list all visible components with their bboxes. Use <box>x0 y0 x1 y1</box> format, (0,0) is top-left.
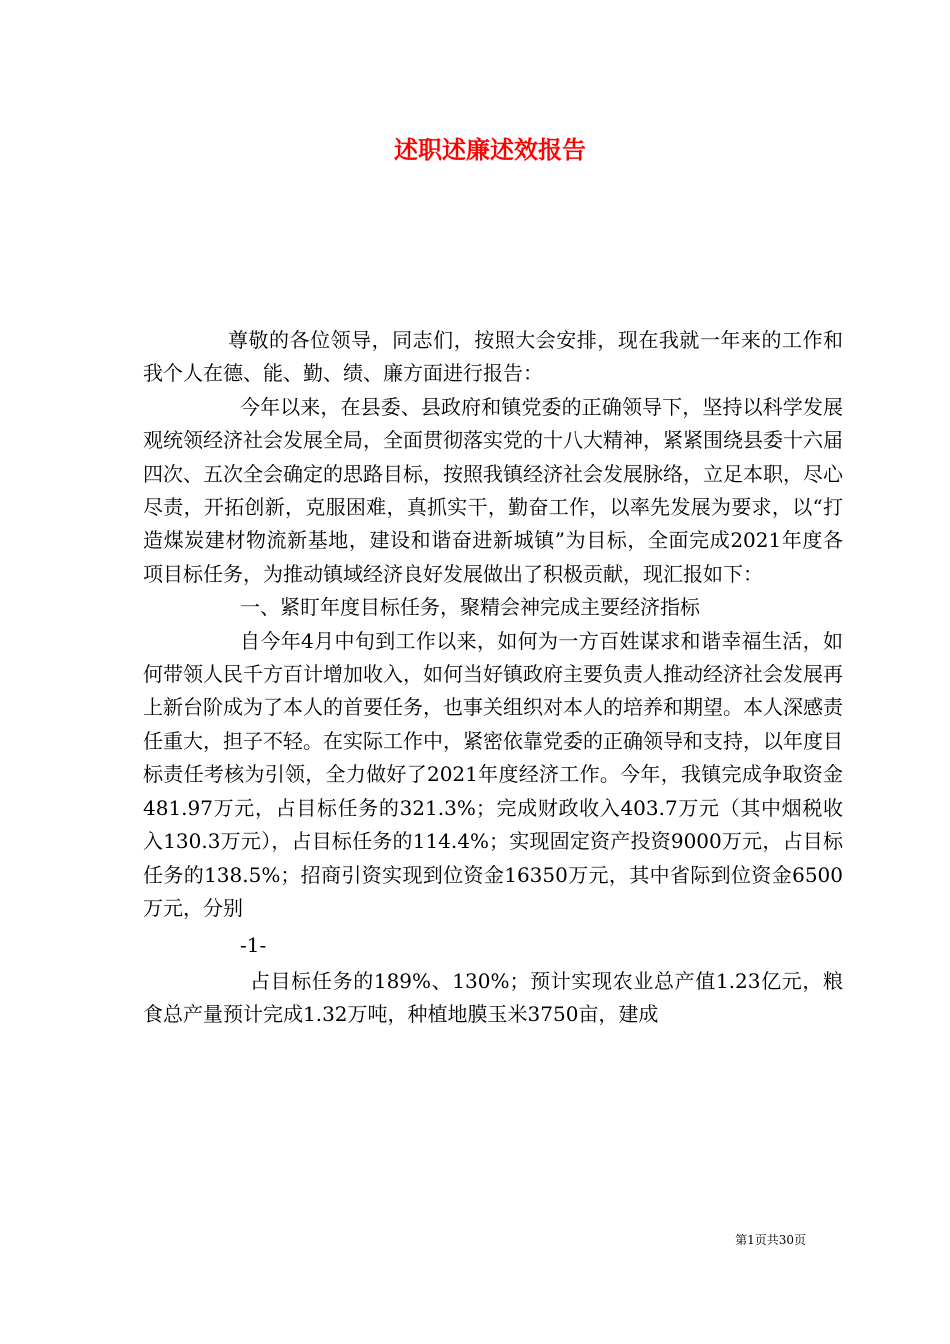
document-title: 述职述廉述效报告 <box>394 135 586 164</box>
section-heading: 一、紧盯年度目标任务，聚精会神完成主要经济指标 <box>240 595 700 620</box>
document-body <box>143 324 843 1032</box>
paragraph-greeting: 尊敬的各位领导，同志们，按照大会安排，现在我就一年来的工作和我个人在德、能、勤、绩、廉方面进行报告： <box>143 328 843 386</box>
paragraph-continued: 占目标任务的189%、130%；预计实现农业总产值1.23亿元，粮食总产量预计完成1.32万吨，种植地膜玉米3750亩，建成 <box>143 968 843 1027</box>
page-marker: -1- <box>240 933 267 958</box>
page-number-footer: 第1页共30页 <box>735 1233 806 1247</box>
paragraph-intro: 今年以来，在县委、县政府和镇党委的正确领导下，坚持以科学发展观统领经济社会发展全局，全面贯彻落实党的十八大精神，紧紧围绕县委十六届四次、五次全会确定的思路目标，按照我镇经济社会发展脉络，立足本职，尽心尽责，开拓创新，克服困难，真抓实干，勤奋工作，以率先发展为要求，以“打造煤炭建材物流新基地，建设和谐奋进新城镇”为目标，全面完成2021年度各项目标任务，为推动镇域经济良好发展做出了积极贡献，现汇报如下： <box>143 394 843 586</box>
paragraph-work-summary: 自今年4月中旬到工作以来，如何为一方百姓谋求和谐幸福生活，如何带领人民千方百计增加收入，如何当好镇政府主要负责人推动经济社会发展再上新台阶成为了本人的首要任务，也事关组织对本人的培养和期望。本人深感责任重大，担子不轻。在实际工作中，紧密依靠党委的正确领导和支持，以年度目标责任考核为引领，全力做好了2021年度经济工作。今年，我镇完成争取资金481.97万元，占目标任务的321.3%；完成财政收入403.7万元（其中烟税收入130.3万元），占目标任务的114.4%；实现固定资产投资9000万元，占目标任务的138.5%；招商引资实现到位资金16350万元，其中省际到位资金6500万元，分别 <box>143 628 843 920</box>
